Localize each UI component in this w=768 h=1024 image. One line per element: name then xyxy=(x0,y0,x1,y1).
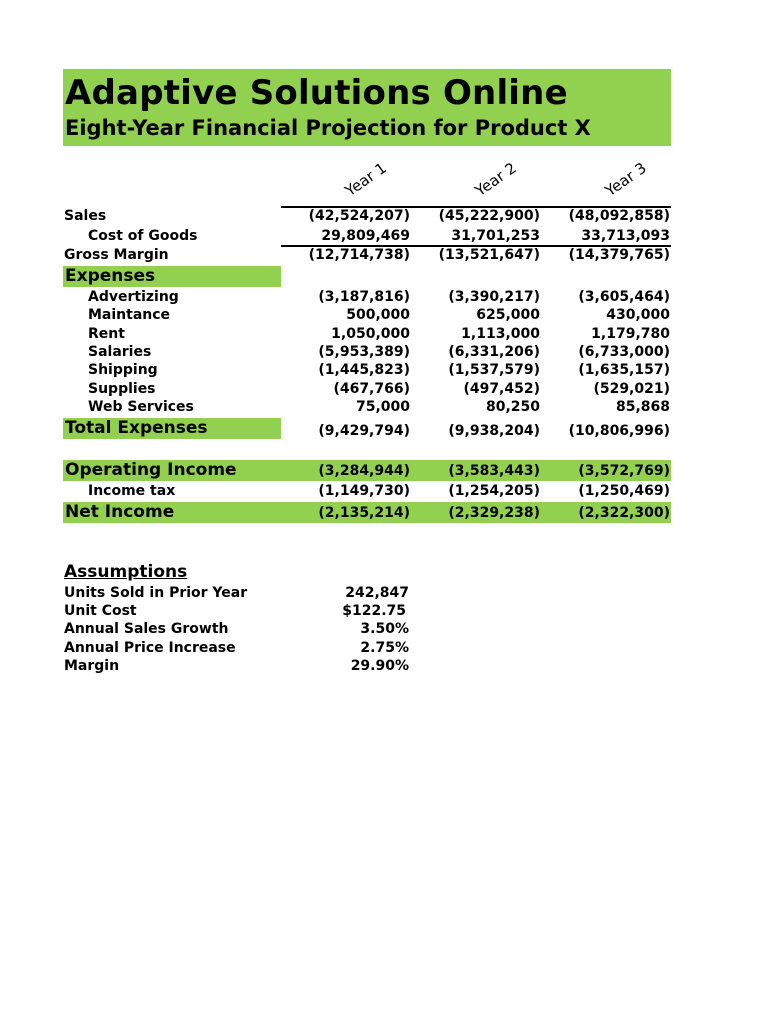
cell-year-3: (1,250,469) xyxy=(578,483,670,499)
cell-year-1: (9,429,794) xyxy=(318,423,410,439)
row-gross-margin xyxy=(63,246,671,264)
assumptions-title: Assumptions xyxy=(64,562,188,582)
cell-year-2: (9,938,204) xyxy=(448,423,540,439)
column-header-year-2: Year 2 xyxy=(471,158,520,200)
cell-year-2: 80,250 xyxy=(485,399,540,415)
cell-year-1: (1,149,730) xyxy=(318,483,410,499)
row-label: Sales xyxy=(64,208,107,224)
assumption-value: 2.75% xyxy=(360,640,409,656)
cell-year-1: (5,953,389) xyxy=(318,344,410,360)
cell-year-2: 625,000 xyxy=(476,307,540,323)
row-label: Gross Margin xyxy=(64,247,169,263)
company-name: Adaptive Solutions Online xyxy=(65,73,568,113)
row-advertizing xyxy=(63,288,671,306)
assumption-value: 242,847 xyxy=(345,585,409,601)
cell-year-1: (12,714,738) xyxy=(308,247,410,263)
cell-year-3: (529,021) xyxy=(593,381,670,397)
cell-year-2: (497,452) xyxy=(463,381,540,397)
assumption-label: Units Sold in Prior Year xyxy=(64,585,248,601)
cell-year-2: (1,537,579) xyxy=(448,362,540,378)
row-label: Maintance xyxy=(88,307,171,323)
title-band xyxy=(63,69,671,146)
cell-year-2: (6,331,206) xyxy=(448,344,540,360)
cell-year-1: (3,187,816) xyxy=(318,289,410,305)
cell-year-3: (6,733,000) xyxy=(578,344,670,360)
row-operating-income xyxy=(63,460,671,481)
cell-year-3: (1,635,157) xyxy=(578,362,670,378)
assumption-price-increase xyxy=(63,639,413,657)
cell-year-1: 29,809,469 xyxy=(321,228,410,244)
assumption-label: Annual Price Increase xyxy=(64,640,236,656)
row-label: Shipping xyxy=(88,362,158,378)
row-net-income xyxy=(63,502,671,523)
row-label: Supplies xyxy=(88,381,156,397)
cell-year-2: (2,329,238) xyxy=(448,505,540,521)
assumption-margin xyxy=(63,657,413,675)
row-label: Rent xyxy=(88,326,125,342)
cell-year-1: 500,000 xyxy=(346,307,410,323)
row-label: Advertizing xyxy=(88,289,179,305)
cell-year-1: 75,000 xyxy=(355,399,410,415)
cell-year-3: (48,092,858) xyxy=(568,208,670,224)
row-label: Income tax xyxy=(88,483,176,499)
row-maintance xyxy=(63,306,671,324)
section-expenses xyxy=(63,266,281,287)
row-label: Web Services xyxy=(88,399,194,415)
cell-year-3: 85,868 xyxy=(615,399,670,415)
cell-year-3: (2,322,300) xyxy=(578,505,670,521)
cell-year-2: (1,254,205) xyxy=(448,483,540,499)
cell-year-1: (467,766) xyxy=(333,381,410,397)
row-salaries xyxy=(63,343,671,361)
cell-year-2: (13,521,647) xyxy=(438,247,540,263)
column-header-year-1: Year 1 xyxy=(341,158,390,200)
cell-year-1: 1,050,000 xyxy=(331,326,410,342)
row-supplies xyxy=(63,380,671,398)
cell-year-3: 1,179,780 xyxy=(591,326,670,342)
cell-year-2: 1,113,000 xyxy=(461,326,540,342)
cell-year-3: 33,713,093 xyxy=(581,228,670,244)
row-total-expenses xyxy=(63,422,671,440)
assumption-units-sold xyxy=(63,584,413,602)
row-web-services xyxy=(63,398,671,416)
row-shipping xyxy=(63,361,671,379)
cell-year-1: (42,524,207) xyxy=(308,208,410,224)
cell-year-3: (10,806,996) xyxy=(568,423,670,439)
assumption-value: 29.90% xyxy=(350,658,409,674)
row-label: Cost of Goods xyxy=(88,228,198,244)
cell-year-2: 31,701,253 xyxy=(451,228,540,244)
row-rent xyxy=(63,325,671,343)
assumption-label: Unit Cost xyxy=(64,603,137,619)
cell-year-1: (2,135,214) xyxy=(318,505,410,521)
assumption-value: 3.50% xyxy=(360,621,409,637)
cell-year-2: (3,583,443) xyxy=(448,463,540,479)
assumption-label: Annual Sales Growth xyxy=(64,621,229,637)
cell-year-3: (3,572,769) xyxy=(578,463,670,479)
row-cost-of-goods xyxy=(63,227,671,245)
row-label: Salaries xyxy=(88,344,152,360)
cell-year-3: 430,000 xyxy=(606,307,670,323)
assumption-label: Margin xyxy=(64,658,120,674)
cell-year-3: (3,605,464) xyxy=(578,289,670,305)
cell-year-1: (3,284,944) xyxy=(318,463,410,479)
section-label: Expenses xyxy=(65,266,156,286)
cell-year-3: (14,379,765) xyxy=(568,247,670,263)
row-income-tax xyxy=(63,482,671,500)
section-label: Total Expenses xyxy=(65,418,208,438)
assumption-unit-cost xyxy=(63,602,413,620)
row-sales xyxy=(63,207,671,225)
cell-year-2: (3,390,217) xyxy=(448,289,540,305)
section-label: Net Income xyxy=(65,502,175,522)
column-header-year-3: Year 3 xyxy=(601,158,650,200)
cell-year-2: (45,222,900) xyxy=(438,208,540,224)
cell-year-1: (1,445,823) xyxy=(318,362,410,378)
section-label: Operating Income xyxy=(65,460,237,480)
report-subtitle: Eight-Year Financial Projection for Product X xyxy=(65,116,591,140)
assumption-value: $122.75 xyxy=(342,603,406,619)
assumption-sales-growth xyxy=(63,620,413,638)
